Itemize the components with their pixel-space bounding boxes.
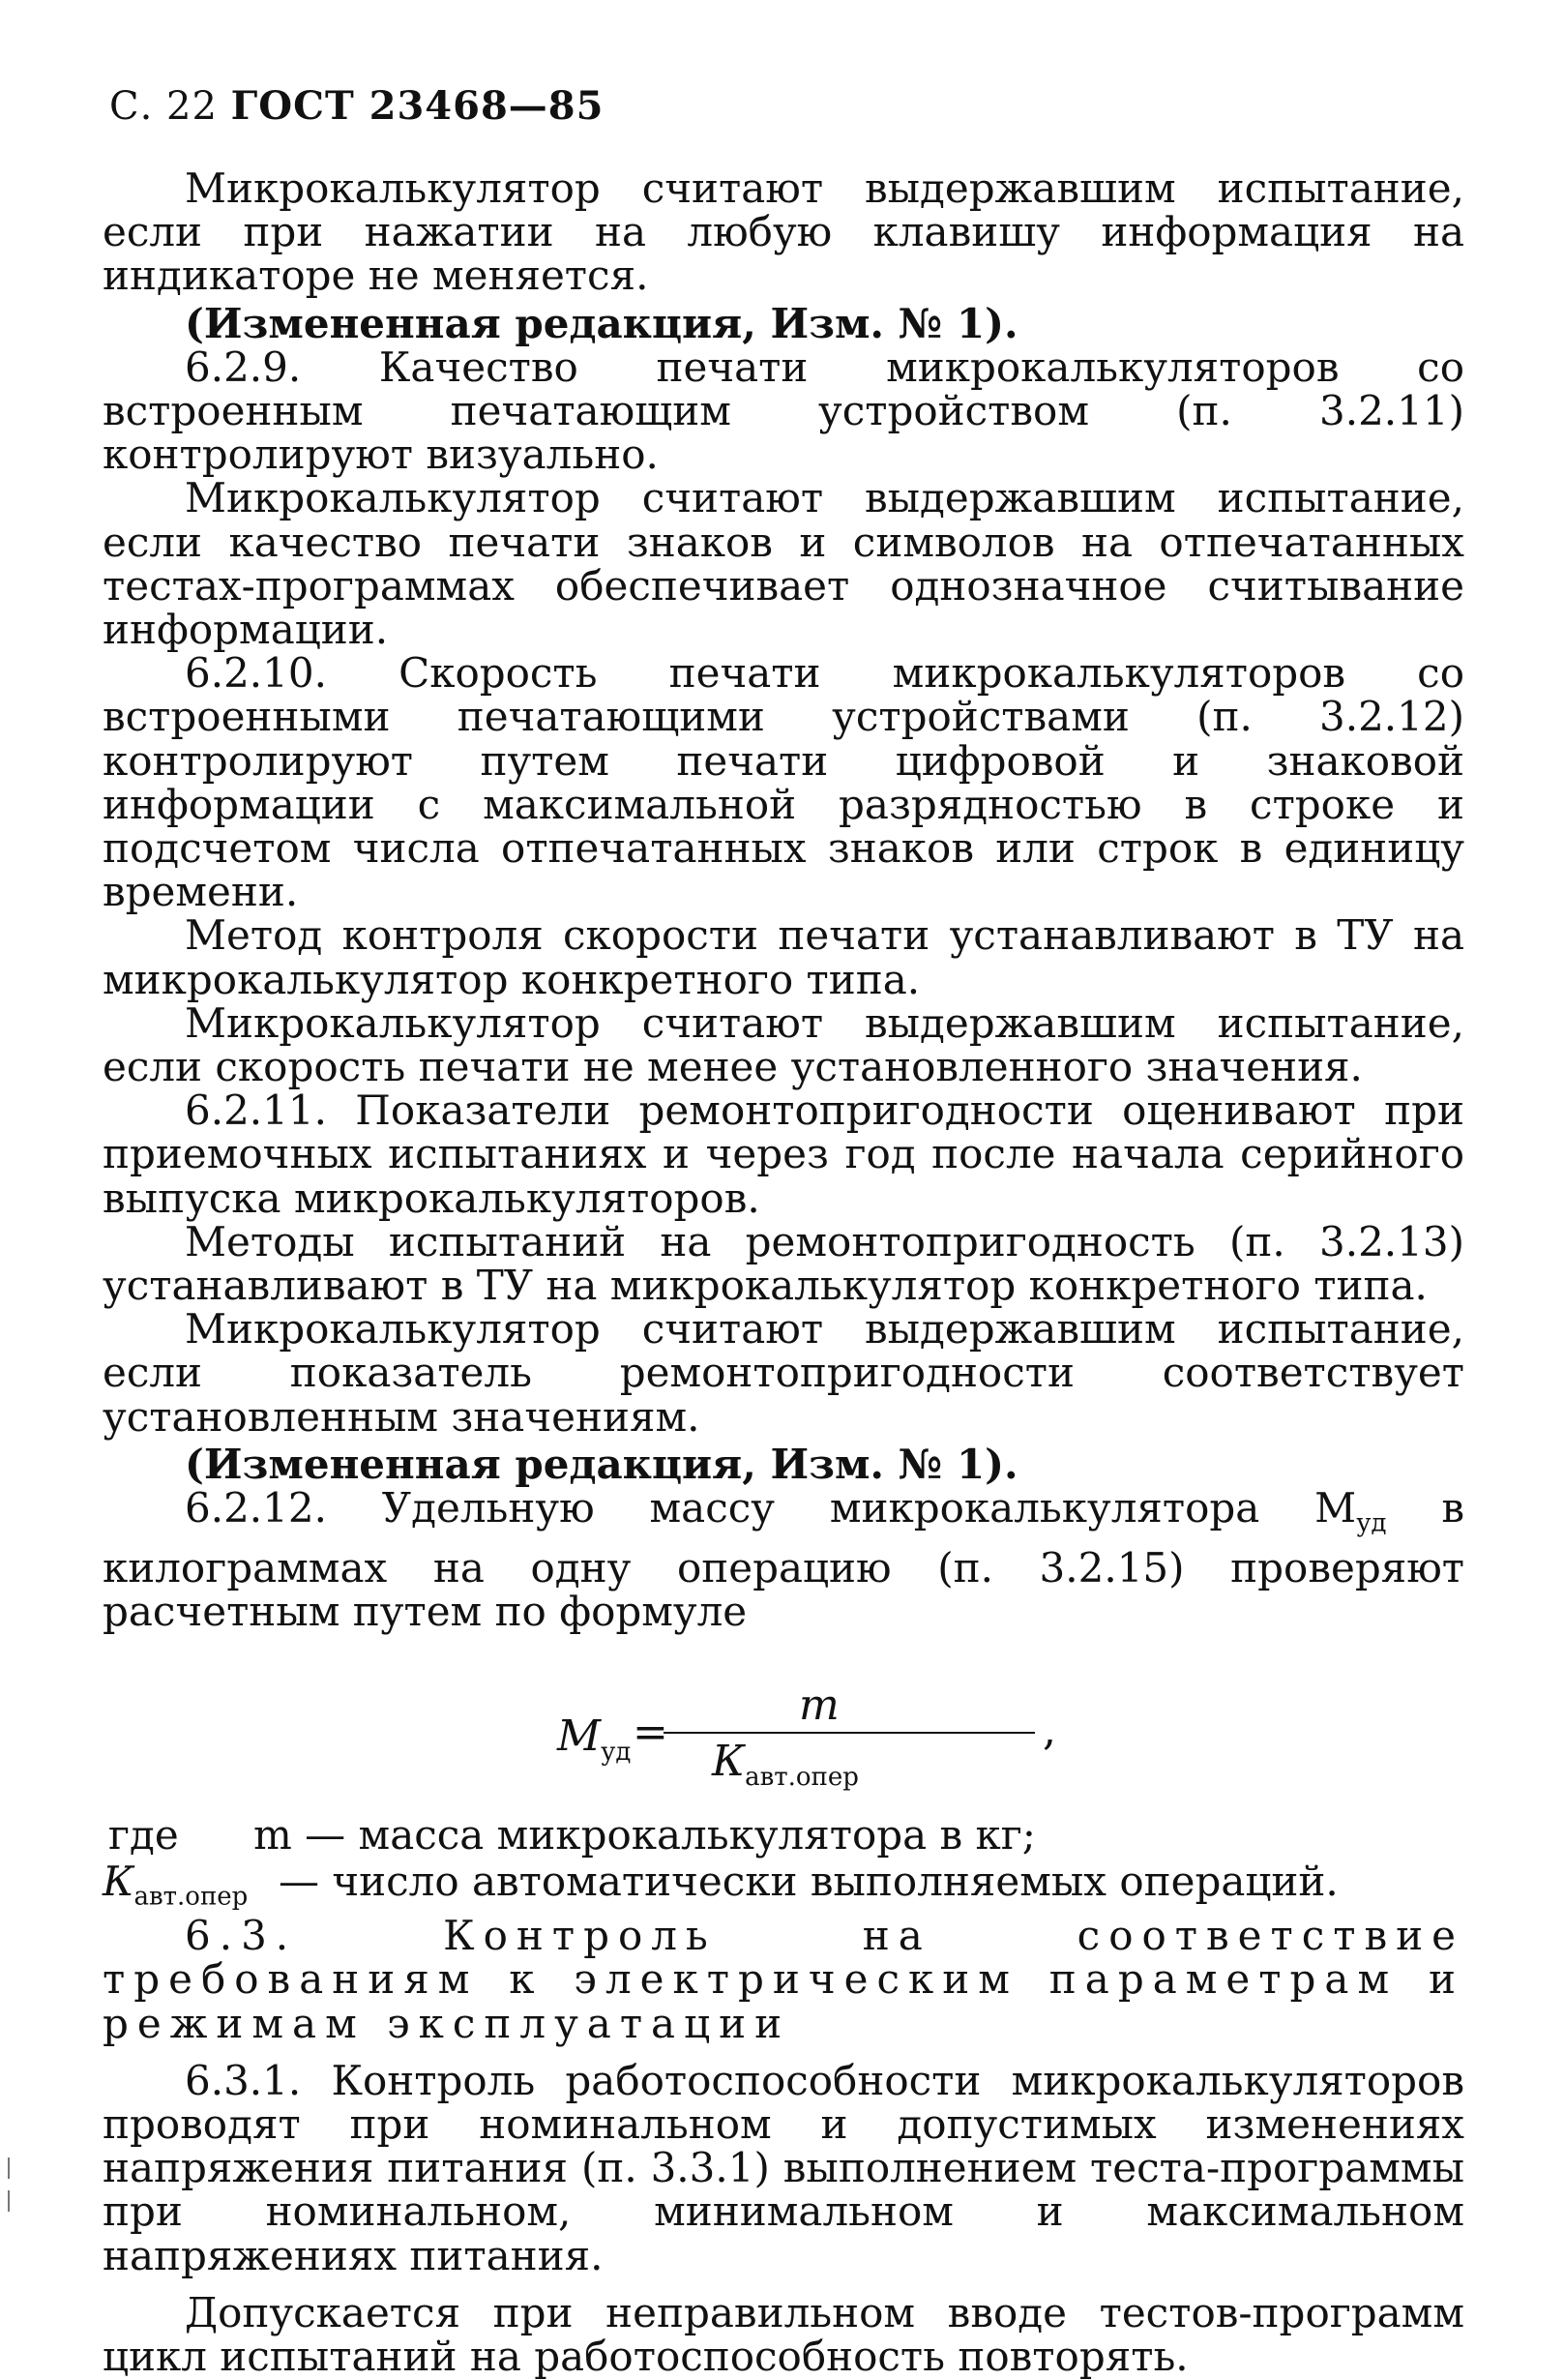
legend-row-m bbox=[103, 1813, 1464, 1859]
clause-6-2-12 bbox=[103, 1486, 1464, 1633]
paragraph-maintainability-methods: Методы испытаний на ремонтопригодность (п. 3.2.13) устанавливают в ТУ на микрокалькулятор конкретного типа. bbox=[103, 1217, 1464, 1310]
paragraph-pass-criteria-maintainability: Микрокалькулятор считают выдержавшим испытание, если показатель ремонтопригодности соответствует установленным значениям. bbox=[103, 1305, 1464, 1441]
paragraph-pass-criteria-print-quality: Микрокалькулятор считают выдержавшим испытание, если качество печати знаков и символов на отпечатанных тестах-программах обеспечивает однозначное считывание информации. bbox=[103, 474, 1464, 654]
paragraph-print-speed-method: Метод контроля скорости печати устанавливают в ТУ на микрокалькулятор конкретного типа. bbox=[103, 911, 1464, 1003]
legend-m-definition: m — масса микрокалькулятора в кг; bbox=[253, 1811, 1036, 1859]
formula-denominator bbox=[712, 1737, 859, 1800]
margin-mark bbox=[8, 2190, 10, 2212]
formula-den-symbol: К bbox=[712, 1737, 746, 1787]
fraction-bar bbox=[664, 1732, 1035, 1734]
section-6-3-heading: 6.3. Контроль на соответствие требованиям к электрическим параметрам и режимам эксплуатации bbox=[103, 1912, 1464, 2047]
formula-numerator: m bbox=[799, 1681, 840, 1731]
margin-marks bbox=[8, 2157, 12, 2223]
legend-k-letter: К bbox=[103, 1858, 134, 1906]
amendment-note-2: (Измененная редакция, Изм. № 1). bbox=[185, 1440, 1018, 1488]
formula-comma: , bbox=[1043, 1706, 1056, 1756]
clause-6-2-10: 6.2.10. Скорость печати микрокалькуляторов со встроенными печатающими устройствами (п. 3.2.12) контролируют путем печати цифровой и знаковой информации с максимальной разрядностью в строке и подсчетом числа отпечатанных знаков или строк в единицу времени. bbox=[103, 649, 1464, 916]
legend-row-k bbox=[103, 1858, 1464, 1912]
legend-k-symbol bbox=[103, 1859, 248, 1919]
standard-code: ГОСТ 23468—85 bbox=[230, 83, 605, 129]
formula-lhs-sub: уд bbox=[601, 1737, 632, 1767]
clause-6-2-12-text-a: 6.2.12. Удельную массу микрокалькулятора М bbox=[185, 1484, 1357, 1532]
page-header bbox=[109, 83, 604, 129]
legend-where-label: где bbox=[108, 1811, 179, 1859]
legend-k-sub: авт.опер bbox=[133, 1882, 249, 1912]
clause-6-2-9: 6.2.9. Качество печати микрокалькуляторов со встроенным печатающим устройством (п. 3.2.11) контролируют визуально. bbox=[103, 342, 1464, 479]
margin-mark bbox=[8, 2157, 10, 2179]
formula-legend bbox=[103, 1811, 1464, 1912]
formula-equals: = bbox=[633, 1708, 668, 1758]
body-text bbox=[103, 166, 1464, 2378]
clause-6-2-12-sub: уд bbox=[1356, 1508, 1387, 1538]
mass-formula bbox=[103, 1681, 1464, 1805]
clause-6-3-1: 6.3.1. Контроль работоспособности микрокалькуляторов проводят при номинальном и допустимых изменениях напряжения питания (п. 3.3.1) выполнением теста-программы при номинальном, минимальном и максимальном напряжениях питания. bbox=[103, 2056, 1464, 2279]
legend-k-definition: — число автоматически выполняемых операций. bbox=[279, 1858, 1339, 1906]
page-number: С. 22 bbox=[109, 84, 218, 129]
formula-den-sub: авт.опер bbox=[745, 1762, 859, 1792]
clause-6-2-11: 6.2.11. Показатели ремонтопригодности оценивают при приемочных испытаниях и через год после начала серийного выпуска микрокалькуляторов. bbox=[103, 1086, 1464, 1222]
clause-6-2-12-text-b: в килограммах на одну операцию (п. 3.2.15) проверяют расчетным путем по формуле bbox=[103, 1484, 1465, 1635]
amendment-note: (Измененная редакция, Изм. № 1). bbox=[185, 299, 1018, 347]
paragraph-pass-criteria-keys: Микрокалькулятор считают выдержавшим испытание, если при нажатии на любую клавишу информация на индикаторе не меняется. bbox=[103, 164, 1464, 300]
formula-lhs bbox=[557, 1711, 632, 1774]
paragraph-retest-allowed: Допускается при неправильном вводе тестов-программ цикл испытаний на работоспособность повторять. bbox=[103, 2288, 1464, 2380]
formula-lhs-symbol: М bbox=[557, 1711, 602, 1762]
paragraph-pass-criteria-print-speed: Микрокалькулятор считают выдержавшим испытание, если скорость печати не менее установленного значения. bbox=[103, 998, 1464, 1091]
